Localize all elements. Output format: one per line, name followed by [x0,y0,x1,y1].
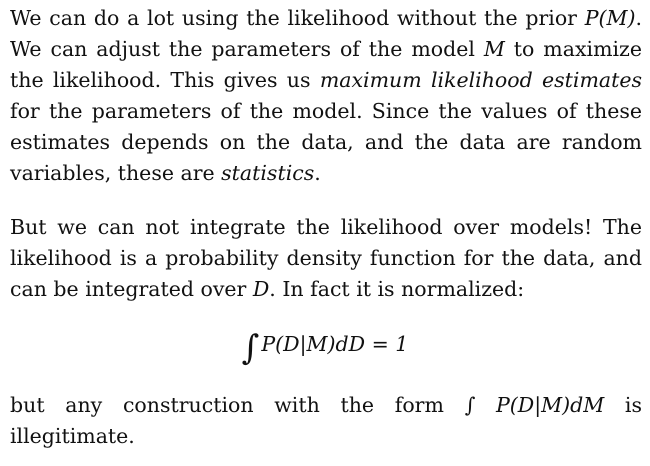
mle-emphasis: maximum likelihood estimates [319,68,642,92]
text-segment: . In fact it is normalized: [269,277,525,301]
model-symbol: M [483,37,505,61]
paragraph-illegitimate [10,390,642,452]
text-segment: . We can adjust the parameters of the model [10,6,642,61]
text-segment: but any construction with the form [10,393,465,417]
text-segment: for the parameters of the model. Since the values of these estimates depends on the data, and the data are random variables, these are [10,99,642,185]
text-segment: to maximize the likelihood. This gives us [10,37,642,92]
integral-sign: ∫ [241,328,260,368]
paragraph-likelihood-mle [10,3,642,189]
normalization-equation [0,324,650,368]
statistics-emphasis: statistics [221,161,315,185]
text-segment: is illegitimate. [10,393,642,448]
inline-integral-sign: ∫ [464,393,476,417]
text-segment: . [314,161,321,185]
prior-expression: P(M) [584,6,636,30]
paragraph-integration [10,212,642,305]
data-symbol: D [252,277,270,301]
text-segment: We can do a lot using the likelihood without the prior [10,6,585,30]
inline-expression: P(D|M)dM [495,393,605,417]
equation-expression: P(D|M)dD = 1 [261,332,409,356]
text-segment: But we can not integrate the likelihood over models! The likelihood is a probability density function for the data, and can be integrated over [10,215,642,301]
